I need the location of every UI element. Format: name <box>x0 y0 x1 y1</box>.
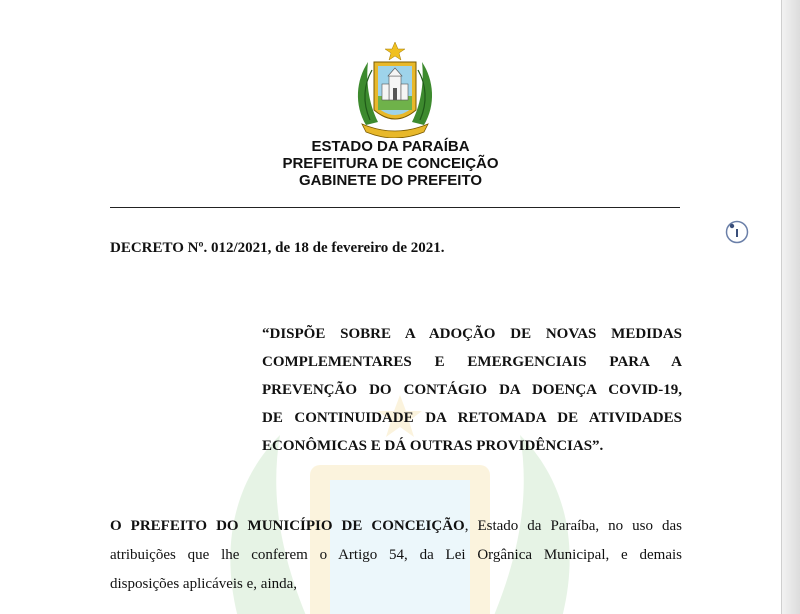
decree-summary <box>262 320 682 460</box>
body-line-1-rest: , Estado da Paraíba, no uso das <box>464 518 683 534</box>
body-line-1 <box>110 512 682 541</box>
summary-line: DE CONTINUIDADE DA RETOMADA DE ATIVIDADES <box>262 410 682 426</box>
header-cabinet: GABINETE DO PREFEITO <box>298 172 483 189</box>
decree-body <box>110 512 682 599</box>
document-header <box>0 138 781 189</box>
viewer-scroll-edge[interactable] <box>781 0 800 614</box>
decree-title: DECRETO Nº. 012/2021, de 18 de fevereiro de 2021. <box>110 240 445 256</box>
summary-line: COMPLEMENTARES E EMERGENCIAIS PARA A <box>262 354 682 370</box>
summary-line: PREVENÇÃO DO CONTÁGIO DA DOENÇA COVID-19, <box>262 382 682 398</box>
summary-line: “DISPÕE SOBRE A ADOÇÃO DE NOVAS MEDIDAS <box>262 326 682 342</box>
body-line-3: disposições aplicáveis e, ainda, <box>110 576 298 592</box>
coat-of-arms-logo <box>352 40 438 138</box>
mayor-lead: O PREFEITO DO MUNICÍPIO DE CONCEIÇÃO <box>110 518 465 534</box>
info-icon[interactable] <box>725 220 749 244</box>
header-prefecture: PREFEITURA DE CONCEIÇÃO <box>282 155 499 172</box>
body-line-2: atribuições que lhe conferem o Artigo 54, da Lei Orgânica Municipal, e demais <box>110 547 682 563</box>
header-state: ESTADO DA PARAÍBA <box>311 138 470 155</box>
header-divider <box>110 207 680 208</box>
summary-line: ECONÔMICAS E DÁ OUTRAS PROVIDÊNCIAS”. <box>262 438 604 454</box>
